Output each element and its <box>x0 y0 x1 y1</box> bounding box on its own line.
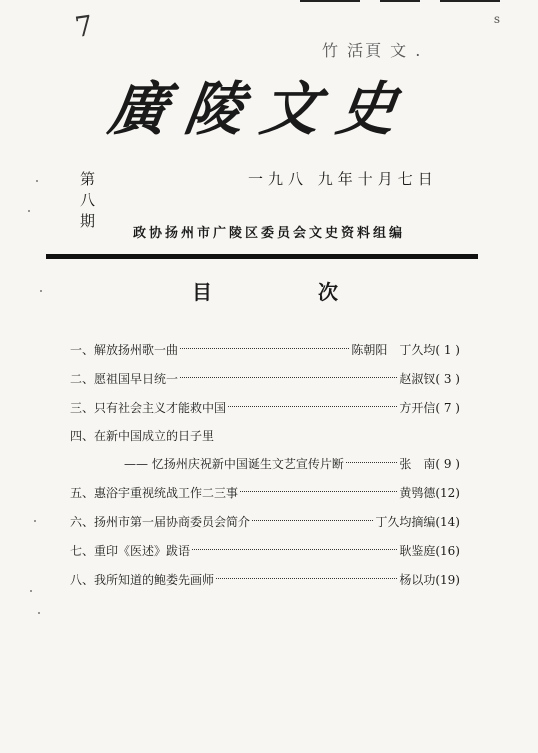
toc-item-author: 方开信 <box>399 401 436 415</box>
scan-speck <box>40 290 42 292</box>
leader-dots <box>192 548 397 550</box>
toc-item <box>70 507 460 536</box>
toc-item <box>70 478 460 507</box>
top-border-segment <box>300 0 360 2</box>
scan-speck <box>28 210 30 212</box>
toc-item-author: 赵淑钗 <box>399 372 436 386</box>
toc-heading-char: 目 <box>192 280 212 304</box>
toc-heading-char: 次 <box>318 280 338 304</box>
toc-item-title: 一、解放扬州歌一曲 <box>70 343 179 357</box>
toc-item-author: 耿鉴庭 <box>399 544 436 558</box>
toc-item-author: 陈朝阳 丁久均 <box>351 343 436 357</box>
handwritten-mark: 7 <box>72 8 96 45</box>
toc-item-title: 五、惠浴宇重视统战工作二三事 <box>70 486 239 500</box>
scan-speck <box>34 520 36 522</box>
toc-item-page: ( 3 ) <box>435 372 460 386</box>
toc-item <box>70 364 460 393</box>
toc-item-subtitle: —— 忆扬州庆祝新中国诞生文艺宣传片断 <box>124 457 344 471</box>
toc-item <box>70 536 460 565</box>
scan-speck <box>36 180 38 182</box>
toc-item-author: 黄鸮德 <box>399 486 436 500</box>
toc-item-page: (14) <box>435 515 460 529</box>
toc-item-page: ( 1 ) <box>435 343 460 357</box>
toc-item-title: 二、愿祖国早日统一 <box>70 372 179 386</box>
horizontal-rule <box>46 254 478 259</box>
leader-dots <box>180 376 397 378</box>
issue-number: 第八期 <box>80 170 114 230</box>
scan-speck <box>30 590 32 592</box>
issue-date: 一九八 九年十月七日 <box>248 170 438 188</box>
toc-item-title: 八、我所知道的鲍娄先画师 <box>70 573 215 587</box>
toc-item-title: 三、只有社会主义才能救中国 <box>70 401 227 415</box>
toc-item <box>70 449 460 478</box>
toc-item-page: (19) <box>435 573 460 587</box>
toc-item-page: (16) <box>435 544 460 558</box>
leader-dots <box>240 490 397 492</box>
toc-item-title: 七、重印《医述》跋语 <box>70 544 191 558</box>
library-stamp: 竹 活頁 文 . <box>322 41 423 60</box>
toc-item-title: 四、在新中国成立的日子里 <box>70 429 215 443</box>
top-border-segment <box>380 0 420 2</box>
leader-dots <box>346 461 398 463</box>
toc-item <box>70 422 460 449</box>
toc-item <box>70 335 460 364</box>
toc-item-page: (12) <box>435 486 460 500</box>
toc-item-page: ( 9 ) <box>435 457 460 471</box>
leader-dots <box>180 347 349 349</box>
table-of-contents <box>70 335 460 594</box>
toc-item-title: 六、扬州市第一届协商委员会简介 <box>70 515 251 529</box>
journal-title: 廣陵文史 <box>104 75 419 143</box>
scan-speck <box>38 612 40 614</box>
leader-dots <box>252 519 373 521</box>
leader-dots <box>228 405 397 407</box>
editor-line: 政协扬州市广陵区委员会文史资料组编 <box>132 226 405 241</box>
toc-item <box>70 565 460 594</box>
top-border-segment <box>440 0 500 2</box>
toc-item-author: 张 南 <box>399 457 436 471</box>
toc-item-author: 杨以功 <box>399 573 436 587</box>
toc-item-page: ( 7 ) <box>435 401 460 415</box>
leader-dots <box>216 577 397 579</box>
corner-mark: s <box>493 12 500 26</box>
toc-item <box>70 393 460 422</box>
toc-heading <box>0 276 538 304</box>
toc-item-author: 丁久均摘编 <box>375 515 436 529</box>
